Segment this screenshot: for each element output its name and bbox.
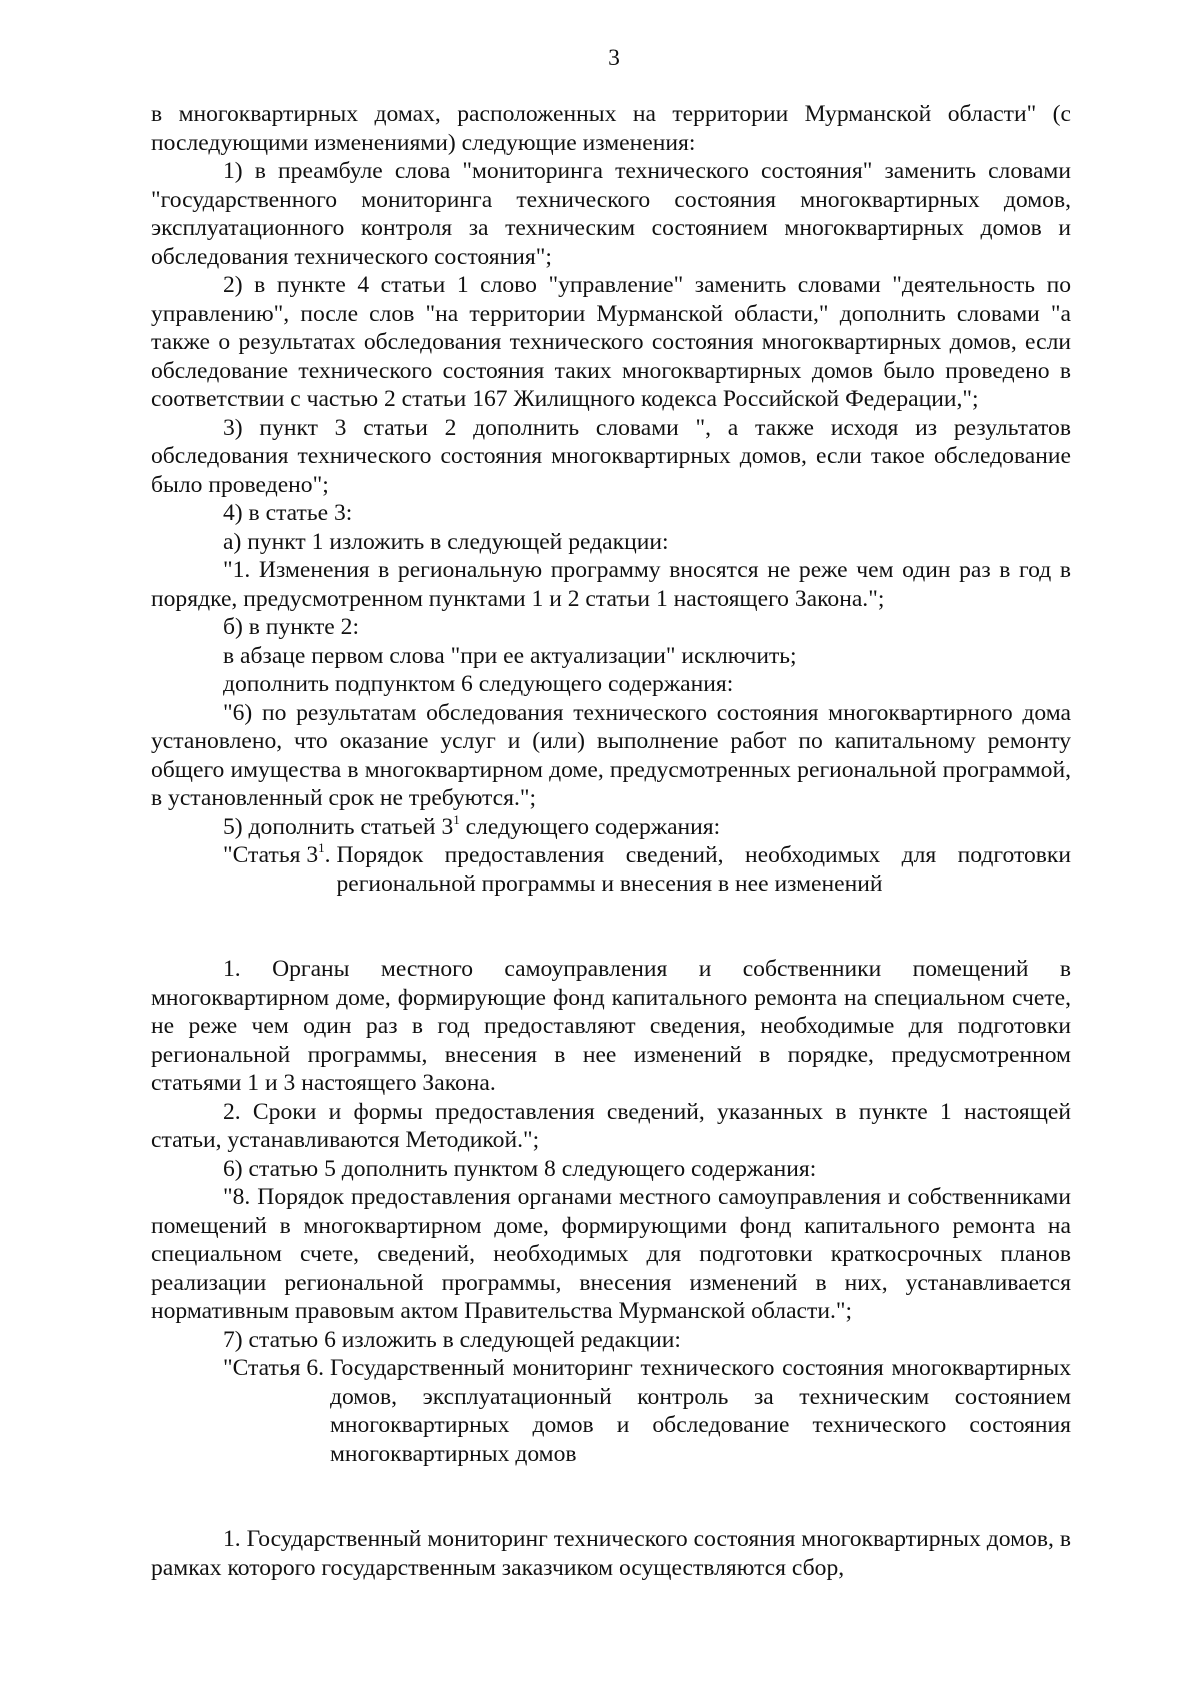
article-3-1-title: Порядок предоставления сведений, необходимых для подготовки региональной программы и внесения в нее изменений bbox=[336, 842, 1071, 897]
article-3-1-superscript: 1 bbox=[318, 840, 325, 856]
paragraph-article-3-1-point-2: 2. Сроки и формы предоставления сведений, указанных в пункте 1 настоящей статьи, устанавливаются Методикой."; bbox=[151, 1098, 1071, 1153]
paragraph-item-4b-sub6: "6) по результатам обследования технического состояния многоквартирного дома установлено, что оказание услуг и (или) выполнение работ по капитальному ремонту общего имущества в многоквартирном доме, предусмотренных региональной программой, в установленный срок не требуются."; bbox=[151, 699, 1071, 811]
article-6-label: "Статья 6. bbox=[223, 1355, 330, 1381]
paragraph-item-6-point-8: "8. Порядок предоставления органами местного самоуправления и собственниками помещений в многоквартирном доме, формирующими фонд капитального ремонта на специальном счете, сведений, необходимых для подготовки краткосрочных планов реализации региональной программы, внесения изменений в них, устанавливается нормативным правовым актом Правительства Мурманской области."; bbox=[151, 1184, 1071, 1324]
paragraph-item-4b-first: в абзаце первом слова "при ее актуализации" исключить; bbox=[223, 642, 797, 669]
article-3-1-label bbox=[223, 841, 336, 898]
item-5-superscript: 1 bbox=[453, 811, 460, 827]
paragraph-item-3: 3) пункт 3 статьи 2 дополнить словами ", а также исходя из результатов обследования технического состояния многоквартирных домов, если такое обследование было проведено"; bbox=[151, 414, 1071, 498]
paragraph-item-1: 1) в преамбуле слова "мониторинга технического состояния" заменить словами "государственного мониторинга технического состояния многоквартирных домов, эксплуатационного контроля за техническим состоянием многоквартирных домов и обследования технического состояния"; bbox=[151, 158, 1071, 270]
article-3-1-label-b: . bbox=[324, 842, 337, 868]
article-3-1-heading bbox=[151, 841, 1071, 898]
paragraph-item-4a: а) пункт 1 изложить в следующей редакции: bbox=[223, 528, 669, 555]
document-page bbox=[151, 44, 1071, 1582]
article-3-1-label-a: "Статья 3 bbox=[223, 842, 319, 868]
paragraph-item-7: 7) статью 6 изложить в следующей редакции: bbox=[223, 1326, 681, 1353]
paragraph-intro: в многоквартирных домах, расположенных на территории Мурманской области" (с последующими изменениями) следующие изменения: bbox=[151, 101, 1071, 156]
paragraph-item-6: 6) статью 5 дополнить пунктом 8 следующего содержания: bbox=[223, 1155, 817, 1182]
article-6-title: Государственный мониторинг технического состояния многоквартирных домов, эксплуатационный контроль за техническим состоянием многоквартирных домов и обследование технического состояния многоквартирных домов bbox=[329, 1355, 1071, 1467]
paragraph-item-4: 4) в статье 3: bbox=[223, 500, 353, 526]
page-number: 3 bbox=[608, 45, 620, 71]
article-6-heading bbox=[151, 1354, 1071, 1468]
spacer bbox=[151, 898, 1071, 955]
paragraph-item-4b: б) в пункте 2: bbox=[223, 614, 360, 640]
item-5-text-a: 5) дополнить статьей 3 bbox=[223, 813, 454, 840]
item-5-text-b: следующего содержания: bbox=[459, 813, 721, 840]
spacer bbox=[151, 1468, 1071, 1525]
paragraph-article-6-point-1: 1. Государственный мониторинг технического состояния многоквартирных домов, в рамках которого государственным заказчиком осуществляются сбор, bbox=[151, 1526, 1071, 1581]
paragraph-item-4a-text: "1. Изменения в региональную программу вносятся не реже чем один раз в год в порядке, предусмотренном пунктами 1 и 2 статьи 1 настоящего Закона."; bbox=[151, 557, 1071, 612]
paragraph-item-4b-second: дополнить подпунктом 6 следующего содержания: bbox=[223, 671, 734, 697]
paragraph-article-3-1-point-1: 1. Органы местного самоуправления и собственники помещений в многоквартирном доме, формирующие фонд капитального ремонта на специальном счете, не реже чем один раз в год предоставляют сведения, необходимые для подготовки региональной программы, внесения в нее изменений в порядке, предусмотренном статьями 1 и 3 настоящего Закона. bbox=[151, 956, 1071, 1096]
paragraph-item-2: 2) в пункте 4 статьи 1 слово "управление" заменить словами "деятельность по управлению", после слов "на территории Мурманской области," дополнить словами "а также о результатах обследования технического состояния многоквартирных домов, если обследование технического состояния таких многоквартирных домов было проведено в соответствии с частью 2 статьи 167 Жилищного кодекса Российской Федерации,"; bbox=[151, 272, 1071, 412]
paragraph-item-5 bbox=[151, 813, 1071, 842]
